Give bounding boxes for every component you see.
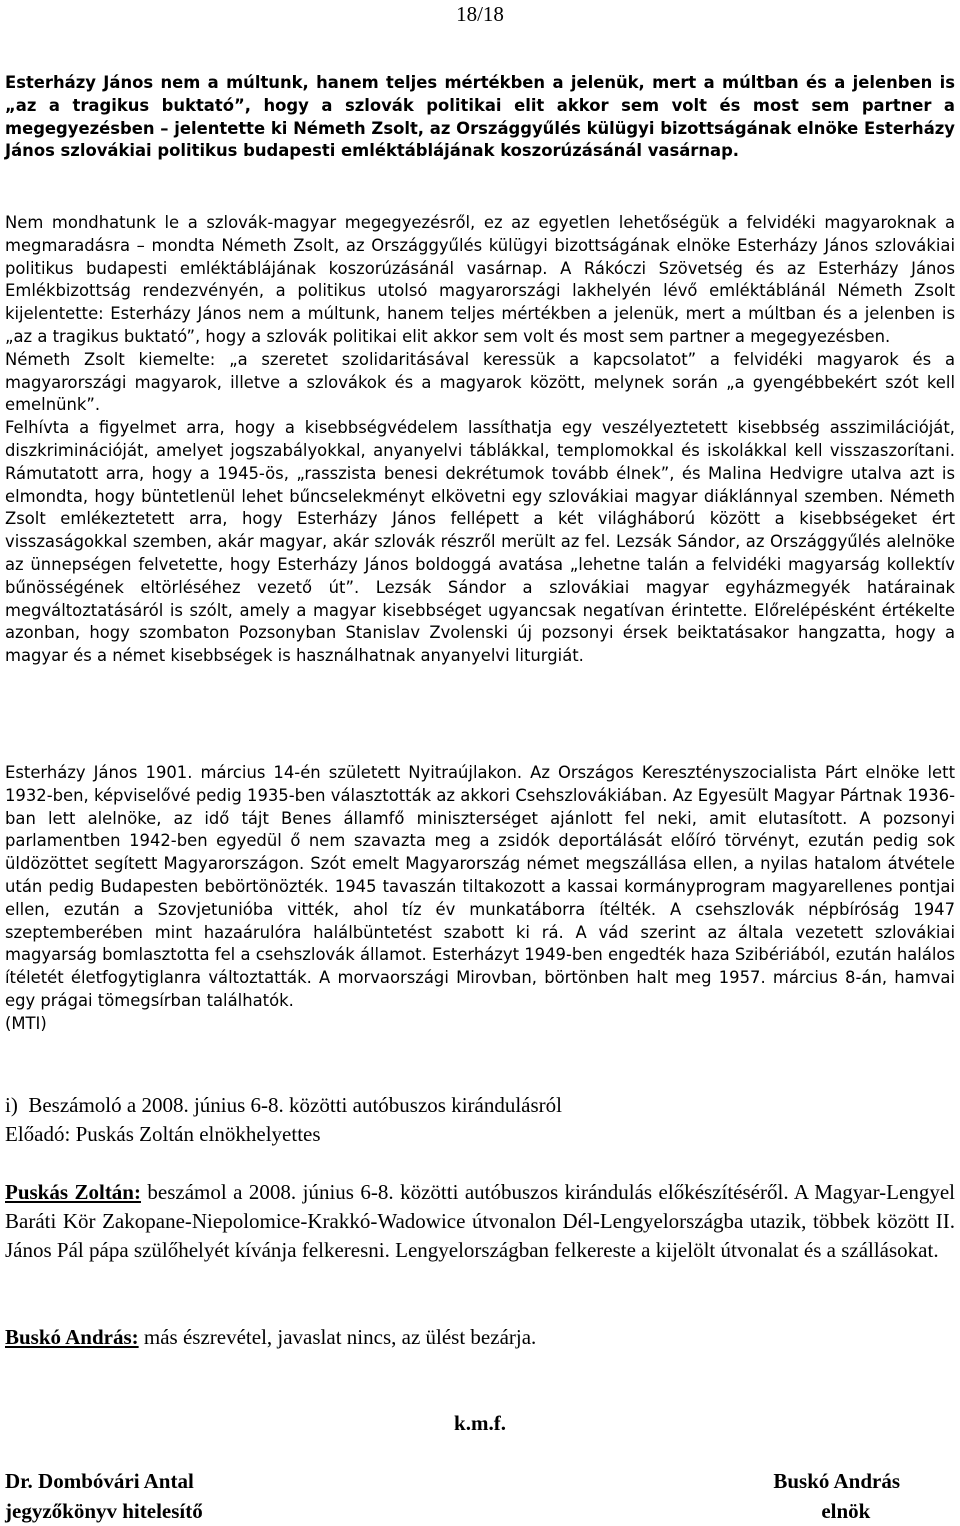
biography-paragraph: Esterházy János 1901. március 14-én született Nyitraújlakon. Az Országos Keresztényszocialista Párt elnöke lett 1932-ben, képviselővé pedig 1935-ben választották az akkori Csehszlovákiában. Az Egyesült Magyar Pártnak 1936-ban lett alelnöke, az idő tájt Benes államfő miniszterséget ajánlott fel neki, amit elutasított. A pozsonyi parlamentben 1942-ben egyedül ő nem szavazta meg a zsidók deportálását előíró törvényt, ezután pedig sok üldözöttet segített Magyarországon. Szót emelt Magyarország német megszállása ellen, a nyilas hatalom átvétele után pedig Budapesten bebörtönözték. 1945 tavaszán tiltakozott a kassai kormányprogram magyarellenes pontjai ellen, ezután a Szovjetunióba vitték, ahol tíz év munkatáborra ítélték. A csehszlovák népbíróság 1947 szeptemberében mint hazaárulóra halálbüntetést szabott ki rá. A vád szerint az általa vezetett szlovákiai magyarság bomlasztotta fel a csehszlovák államot. Esterházyt 1949-ben engedték haza Szibériából, ezután halálos ítéletét életfogytiglanra változtatták. A morvaországi Mirovban, börtönben halt meg 1957. március 8-án, hamvai egy prágai tömegsírban találhatók.	[5, 763, 955, 1010]
signature-left-role: jegyzőkönyv hitelesítő	[5, 1499, 203, 1523]
lead-paragraph: Esterházy János nem a múltunk, hanem teljes mértékben a jelenük, mert a múltban és a jelenben is „az a tragikus buktató”, hogy a szlovák politikai elit akkor sem volt és most sem partner a megegyezésben – jelentette ki Németh Zsolt, az Országgyűlés külügyi bizottságának elnöke Esterházy János szlovákiai politikus budapesti emléktáblájának koszorúzásánál vasárnap.	[5, 73, 955, 161]
signature-right-role: elnök	[821, 1499, 871, 1523]
presenter-line: Előadó: Puskás Zoltán elnökhelyettes	[5, 1122, 321, 1147]
kmf-mark: k.m.f.	[454, 1411, 506, 1435]
biography-section	[5, 762, 955, 1036]
closing-paragraph	[5, 1323, 955, 1352]
article-paragraph-2: Németh Zsolt kiemelte: „a szeretet szolidaritásával keressük a kapcsolatot” a felvidéki magyarok és a magyarországi magyarok, illetve a szlovákok és a magyarok között, melynek során „a gyengébbekért szót kell emelnünk”.	[5, 349, 955, 415]
article-paragraph-3: Felhívta a figyelmet arra, hogy a kisebbségvédelem lassíthatja egy veszélyeztetett kisebbség asszimilációját, diszkriminációját, amelyet jogszabályokkal, anyanyelvi táblákkal, templomokkal és iskolákkal kell visszaszorítani. Rámutatott arra, hogy a 1945-ös, „rasszista benesi dekrétumok tovább élnek”, és Malina Hedvigre utalva azt is elmondta, hogy büntetlenül lehet bűncselekményt elkövetni egy szlovákiai magyar diáklánnyal szemben. Németh Zsolt emlékeztetett arra, hogy Esterházy János fellépett a két világháború között a kisebbségeket ért visszaságokkal szemben, akár magyar, akár szlovák részről merült az fel. Lezsák Sándor, az Országgyűlés alelnöke az ünnepségen felvetette, hogy Esterházy János boldoggá avatása „lehetne talán a felvidéki magyarság kollektív bűnösségének eltörléséhez vezető út”. Lezsák Sándor a szlovákiai magyar egyházmegyék határainak megváltoztatásáról is szólt, amely a magyar kisebbséget ugyancsak negatívan érintette. Előrelépésként értékelte azonban, hogy szombaton Pozsonyban Stanislav Zvolenski új pozsonyi érsek beiktatásakor hangzatta, hogy a magyar és a német kisebbségek is használhatnak anyanyelvi liturgiát.	[5, 418, 955, 666]
signature-left	[5, 1466, 203, 1526]
closing-speaker: Buskó András:	[5, 1325, 139, 1349]
signature-right-name: Buskó András	[773, 1469, 900, 1493]
agenda-section	[5, 1091, 955, 1149]
agenda-item: i) Beszámoló a 2008. június 6-8. közötti autóbuszos kirándulásról	[5, 1093, 562, 1117]
report-speaker: Puskás Zoltán:	[5, 1180, 141, 1204]
report-paragraph	[5, 1178, 955, 1266]
source-note: (MTI)	[5, 1013, 47, 1033]
report-text: beszámol a 2008. június 6-8. közötti autóbuszos kirándulás előkészítéséről. A Magyar-Lengyel Baráti Kör Zakopane-Niepolomice-Krakkó-Wadowice útvonalon Dél-Lengyelországba utazik, többek között II. János Pál pápa szülőhelyét kívánja felkeresni. Lengyelországban felkereste a kijelölt útvonalat és a szállásokat.	[5, 1180, 955, 1263]
signature-left-name: Dr. Dombóvári Antal	[5, 1469, 194, 1493]
article-body	[5, 212, 955, 668]
closing-text: más észrevétel, javaslat nincs, az ülést bezárja.	[138, 1325, 537, 1349]
article-paragraph-1: Nem mondhatunk le a szlovák-magyar megegyezésről, ez az egyetlen lehetőségük a felvidéki magyaroknak a megmaradásra – mondta Németh Zsolt, az Országgyűlés külügyi bizottságának elnöke Esterházy János szlovákiai politikus budapesti emléktáblájának koszorúzásánál vasárnap. A Rákóczi Szövetség és az Esterházy János Emlékbizottság rendezvényén, a politikus utolsó magyarországi lakhelyén lévő emléktáblánál Németh Zsolt kijelentette: Esterházy János nem a múltunk, hanem teljes mértékben a jelenük, mert a múltban és a jelenben is „az a tragikus buktató”, hogy a szlovák politikai elit akkor sem volt és most sem partner a megegyezésben.	[5, 213, 955, 346]
signature-right	[773, 1466, 900, 1526]
page-number: 18/18	[456, 2, 504, 26]
